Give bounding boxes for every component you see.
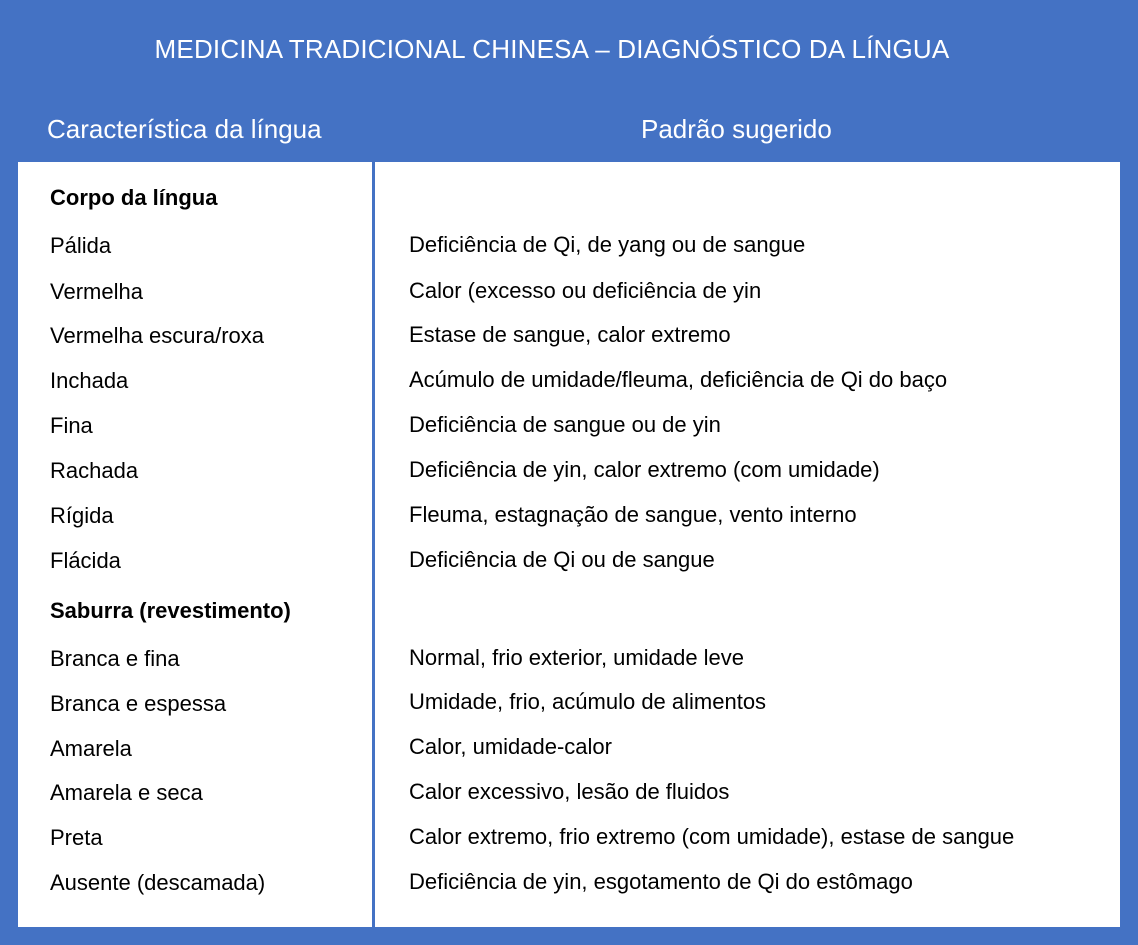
row-feature: Flácida — [50, 548, 121, 573]
row-feature: Vermelha — [50, 279, 143, 304]
row-pattern: Deficiência de Qi, de yang ou de sangue — [409, 232, 806, 257]
row-pattern: Umidade, frio, acúmulo de alimentos — [409, 689, 767, 714]
row-feature: Pálida — [50, 233, 112, 258]
row-pattern: Deficiência de sangue ou de yin — [409, 412, 721, 437]
row-feature: Fina — [50, 413, 93, 438]
table-body — [18, 162, 1120, 927]
row-pattern: Fleuma, estagnação de sangue, vento interno — [409, 502, 857, 527]
row-pattern: Calor (excesso ou deficiência de yin — [409, 278, 762, 303]
page-title: MEDICINA TRADICIONAL CHINESA – DIAGNÓSTICO DA LÍNGUA — [154, 34, 950, 64]
row-feature: Inchada — [50, 368, 129, 393]
row-pattern: Calor extremo, frio extremo (com umidade), estase de sangue — [409, 824, 1015, 849]
row-feature: Ausente (descamada) — [50, 870, 266, 895]
row-pattern: Estase de sangue, calor extremo — [409, 322, 731, 347]
row-feature: Rígida — [50, 503, 114, 528]
column-divider — [372, 162, 375, 927]
column-header-pattern: Padrão sugerido — [641, 114, 832, 144]
row-feature: Rachada — [50, 458, 139, 483]
row-pattern: Calor excessivo, lesão de fluidos — [409, 779, 730, 804]
row-feature: Branca e espessa — [50, 691, 227, 716]
row-pattern: Normal, frio exterior, umidade leve — [409, 645, 745, 670]
section-header-coating: Saburra (revestimento) — [50, 598, 291, 623]
row-feature: Preta — [50, 825, 103, 850]
row-feature: Vermelha escura/roxa — [50, 323, 264, 348]
row-feature: Amarela e seca — [50, 780, 203, 805]
row-pattern: Deficiência de yin, calor extremo (com umidade) — [409, 457, 880, 482]
row-feature: Branca e fina — [50, 646, 180, 671]
row-pattern: Deficiência de Qi ou de sangue — [409, 547, 715, 572]
row-pattern: Deficiência de yin, esgotamento de Qi do estômago — [409, 869, 913, 894]
row-feature: Amarela — [50, 736, 132, 761]
section-header-tongue-body: Corpo da língua — [50, 185, 218, 210]
row-pattern: Calor, umidade-calor — [409, 734, 612, 759]
column-header-feature: Característica da língua — [47, 114, 322, 144]
row-pattern: Acúmulo de umidade/fleuma, deficiência de Qi do baço — [409, 367, 948, 392]
